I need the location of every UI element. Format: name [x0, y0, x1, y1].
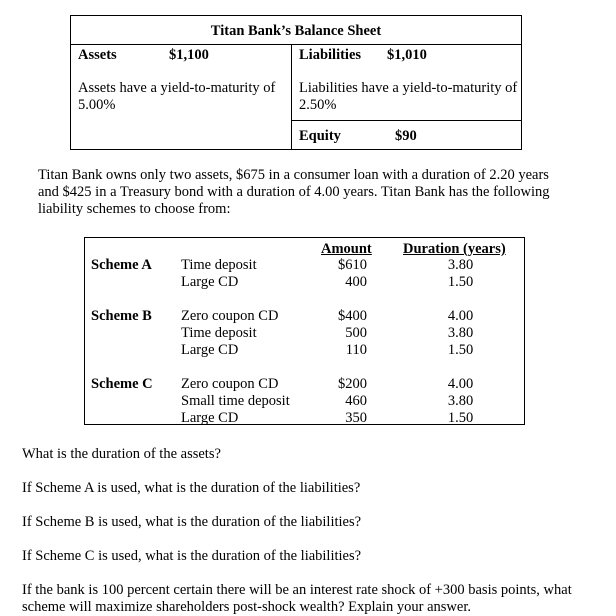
- scheme-label: Scheme C: [91, 376, 153, 392]
- liability-schemes-table: [84, 237, 525, 425]
- question-2: If Scheme A is used, what is the duration of the liabilities?: [22, 480, 361, 496]
- question-4: If Scheme C is used, what is the duration of the liabilities?: [22, 548, 362, 564]
- liability-amount: 500: [345, 325, 367, 341]
- liability-duration: 4.00: [447, 308, 474, 324]
- question-5: If the bank is 100 percent certain there will be an interest rate shock of +300 basis points, what scheme will maximize shareholders post-shock wealth? Explain your answer.: [22, 582, 572, 615]
- liability-amount: $400: [338, 308, 367, 324]
- divider: [291, 44, 292, 149]
- liability-amount: 460: [345, 393, 367, 409]
- liability-name: Time deposit: [181, 325, 257, 341]
- liability-name: Small time deposit: [181, 393, 290, 409]
- balance-sheet-table: [70, 15, 522, 150]
- liability-name: Large CD: [181, 342, 239, 358]
- liability-name: Zero coupon CD: [181, 308, 279, 324]
- divider: [291, 120, 521, 121]
- equity-label: Equity: [299, 128, 341, 144]
- liability-duration: 3.80: [447, 257, 474, 273]
- liability-duration: 3.80: [447, 393, 474, 409]
- liability-duration: 4.00: [447, 376, 474, 392]
- liability-amount: 110: [345, 342, 367, 358]
- liability-name: Large CD: [181, 274, 239, 290]
- liability-amount: 350: [345, 410, 367, 426]
- assets-ytm: Assets have a yield-to-maturity of 5.00%: [78, 80, 276, 113]
- question-1: What is the duration of the assets?: [22, 446, 221, 462]
- liabilities-value: $1,010: [387, 47, 427, 63]
- assets-label: Assets: [78, 47, 117, 63]
- liability-amount: $610: [338, 257, 367, 273]
- liability-name: Zero coupon CD: [181, 376, 279, 392]
- equity-value: $90: [395, 128, 417, 144]
- assets-value: $1,100: [169, 47, 209, 63]
- liability-duration: 3.80: [447, 325, 474, 341]
- liabilities-ytm: Liabilities have a yield-to-maturity of 2.50%: [299, 80, 518, 113]
- liabilities-label: Liabilities: [299, 47, 362, 63]
- amount-header: Amount: [321, 241, 372, 257]
- scheme-label: Scheme B: [91, 308, 152, 324]
- liability-duration: 1.50: [447, 410, 474, 426]
- scheme-label: Scheme A: [91, 257, 152, 273]
- intro-paragraph: Titan Bank owns only two assets, $675 in a consumer loan with a duration of 2.20 years and $425 in a Treasury bond with a duration of 4.00 years. Titan Bank has the following liability schemes to choose from:: [38, 167, 550, 217]
- liability-name: Time deposit: [181, 257, 257, 273]
- liability-amount: 400: [345, 274, 367, 290]
- liability-name: Large CD: [181, 410, 239, 426]
- liability-duration: 1.50: [447, 342, 474, 358]
- liability-duration: 1.50: [447, 274, 474, 290]
- liability-amount: $200: [338, 376, 367, 392]
- duration-header: Duration (years): [403, 241, 506, 257]
- balance-sheet-title: Titan Bank’s Balance Sheet: [71, 16, 521, 45]
- question-3: If Scheme B is used, what is the duration of the liabilities?: [22, 514, 362, 530]
